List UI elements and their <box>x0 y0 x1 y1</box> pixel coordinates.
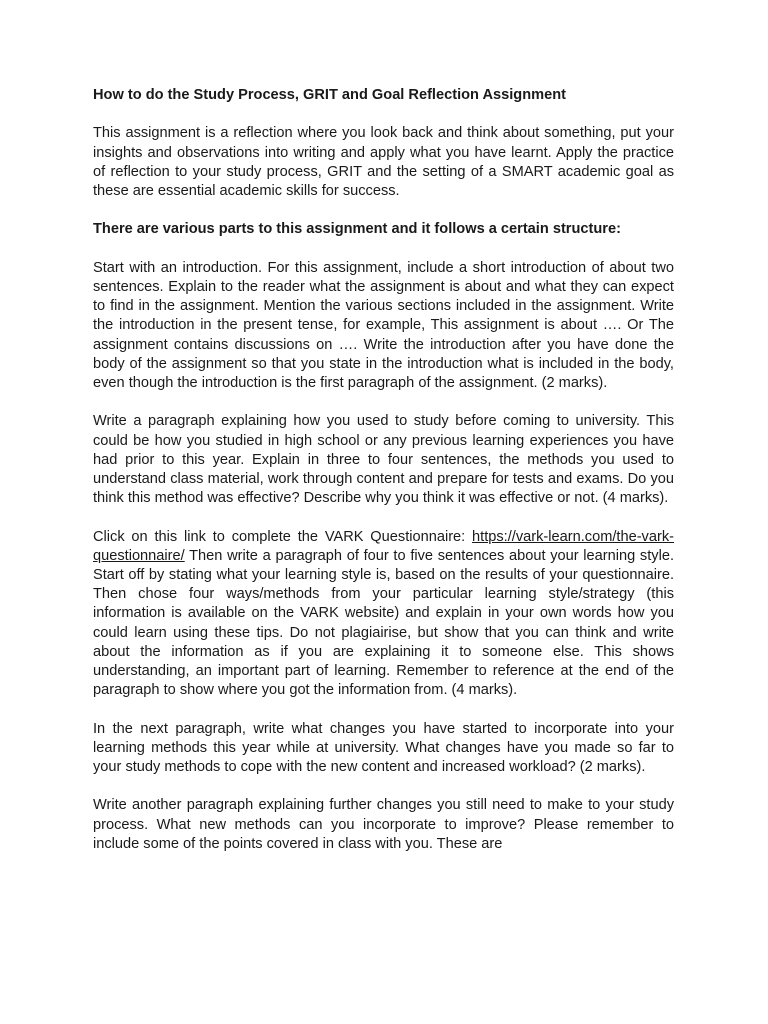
structure-heading: There are various parts to this assignment and it follows a certain structure: <box>93 221 621 238</box>
document-title: How to do the Study Process, GRIT and Goal Reflection Assignment <box>93 87 566 103</box>
vark-text-before-link: Click on this link to complete the VARK Questionnaire: <box>93 528 473 545</box>
vark-text-after-link: Then write a paragraph of four to five sentences about your learning style. Start off by stating what your learning style is, based on the results of your questionnaire. Then chose four ways/methods from your particular learning style/strategy (this information is available on the VARK website) and explain in your own words how you could learn using these tips. Do not plagiairise, but show that you can think and write about the information as if you are explaining it to someone else. This shows understanding, an important part of learning. Remember to reference at the end of the paragraph to show where you got the information from. (4 marks). <box>93 547 674 699</box>
vark-paragraph <box>93 528 674 701</box>
changes-started-paragraph: In the next paragraph, write what changes you have started to incorporate into your learning methods this year while at university. What changes have you made so far to your study methods to cope with the new content and increased workload? (2 marks). <box>93 720 674 776</box>
previous-study-paragraph: Write a paragraph explaining how you used to study before coming to university. This could be how you studied in high school or any previous learning experiences you have had prior to this year. Explain in three to four sentences, the methods you used to understand class material, work through content and prepare for tests and exams. Do you think this method was effective? Describe why you think it was effective or not. (4 marks). <box>93 413 674 507</box>
vark-questionnaire-link[interactable]: https://vark-learn.com/the-vark-questionnaire/ <box>93 528 674 564</box>
further-changes-paragraph: Write another paragraph explaining further changes you still need to make to your study process. What new methods can you incorporate to improve? Please remember to include some of the points covered in class with you. These are <box>93 797 674 852</box>
intro-paragraph: This assignment is a reflection where you look back and think about something, put your insights and observations into writing and apply what you have learnt. Apply the practice of reflection to your study process, GRIT and the setting of a SMART academic goal as these are essential academic skills for success. <box>93 125 674 199</box>
introduction-instructions-paragraph: Start with an introduction. For this assignment, include a short introduction of about two sentences. Explain to the reader what the assignment is about and what they can expect to find in the assignment. Mention the various sections included in the assignment. Write the introduction in the present tense, for example, This assignment is about …. Or The assignment contains discussions on …. Write the introduction after you have done the body of the assignment so that you state in the introduction what is included in the body, even though the introduction is the first paragraph of the assignment. (2 marks). <box>93 259 674 391</box>
document-page <box>93 86 674 873</box>
